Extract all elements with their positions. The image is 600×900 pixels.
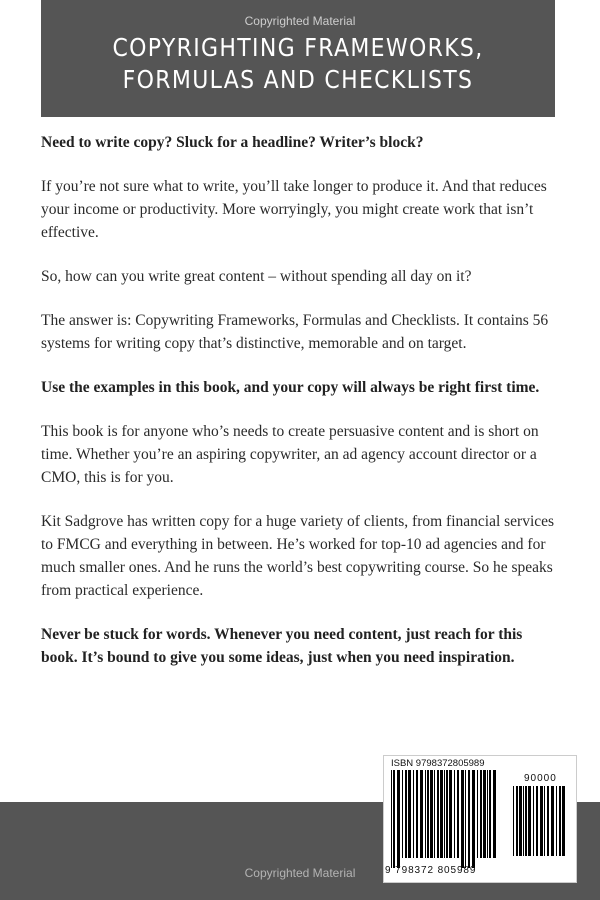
- barcode-bar: [416, 770, 418, 858]
- barcode-bar: [425, 770, 426, 858]
- barcode-bar: [477, 770, 478, 858]
- barcode-bar: [449, 770, 452, 858]
- barcode-bar: [551, 786, 554, 856]
- barcode-bar: [493, 770, 496, 858]
- barcode-bar: [393, 770, 395, 868]
- barcode-bar: [468, 770, 470, 868]
- barcode-panel: [383, 755, 577, 883]
- paragraph-5: Use the examples in this book, and your copy will always be right first time.: [41, 379, 540, 396]
- blurb-body: [41, 131, 559, 690]
- paragraph-7: Kit Sadgrove has written copy for a huge variety of clients, from financial services to FMCG and everything in between. He’s worked for top-10 ad agencies and for much smaller ones. And he runs the world’s best copywriting course. So he speaks from practical experience.: [41, 513, 555, 599]
- barcode-bar: [408, 770, 411, 858]
- price-barcode-icon: [512, 786, 568, 866]
- barcode-bar: [446, 770, 448, 858]
- watermark-bottom: Copyrighted Material: [244, 866, 356, 880]
- barcode-bar: [454, 770, 455, 858]
- price-code: 90000: [524, 773, 557, 784]
- barcode-bar: [430, 770, 433, 858]
- paragraph-1: Need to write copy? Sluck for a headline? Writer’s block?: [41, 134, 424, 151]
- barcode-bar: [489, 770, 491, 858]
- watermark-top: Copyrighted Material: [244, 14, 356, 28]
- barcode-bar: [444, 770, 445, 858]
- barcode-bar: [397, 770, 400, 868]
- barcode-bar: [472, 770, 475, 868]
- book-title: [72, 32, 524, 96]
- barcode-bar: [483, 770, 486, 858]
- barcode-bar: [413, 770, 414, 858]
- barcode-bar: [544, 786, 545, 856]
- barcode-bar: [405, 770, 407, 858]
- barcode-bar: [391, 770, 392, 868]
- barcode-bar: [540, 786, 543, 856]
- barcode-bar: [547, 786, 549, 856]
- barcode-bar: [420, 770, 423, 858]
- paragraph-2: If you’re not sure what to write, you’ll take longer to produce it. And that reduces your income or productivity. More worryingly, you might create work that isn’t effective.: [41, 178, 547, 241]
- barcode-bar: [533, 786, 534, 856]
- barcode-bar: [461, 770, 464, 868]
- barcode-bar: [437, 770, 439, 858]
- barcode-bar: [525, 786, 527, 856]
- isbn-digits: 9 798372 805989: [385, 865, 477, 876]
- barcode-bar: [528, 786, 531, 856]
- ean-barcode-icon: [390, 770, 498, 868]
- barcode-bar: [516, 786, 518, 856]
- barcode-bar: [562, 786, 565, 856]
- barcode-bar: [536, 786, 538, 856]
- barcode-bar: [559, 786, 561, 856]
- book-title-line-2: FORMULAS AND CHECKLISTS: [122, 65, 474, 94]
- barcode-bar: [434, 770, 435, 858]
- barcode-bar: [465, 770, 466, 868]
- barcode-bar: [556, 786, 557, 856]
- barcode-bar: [480, 770, 482, 858]
- barcode-bar: [487, 770, 488, 858]
- paragraph-4: The answer is: Copywriting Frameworks, Formulas and Checklists. It contains 56 systems for writing copy that’s distinctive, memorable and on target.: [41, 312, 549, 352]
- paragraph-8: Never be stuck for words. Whenever you need content, just reach for this book. It’s bound to give you some ideas, just when you need inspiration.: [41, 626, 523, 666]
- barcode-bar: [519, 786, 522, 856]
- barcode-bar: [513, 786, 514, 856]
- barcode-bar: [457, 770, 459, 858]
- book-title-line-1: COPYRIGHTING FRAMEWORKS,: [112, 33, 484, 62]
- paragraph-6: This book is for anyone who’s needs to create persuasive content and is short on time. Whether you’re an aspiring copywriter, an ad agency account director or a CMO, this is for you.: [41, 423, 539, 486]
- paragraph-3: So, how can you write great content – without spending all day on it?: [41, 268, 472, 285]
- barcode-bar: [523, 786, 524, 856]
- isbn-label: ISBN 9798372805989: [391, 758, 485, 769]
- barcode-bar: [440, 770, 443, 858]
- barcode-bar: [402, 770, 403, 858]
- barcode-bar: [427, 770, 429, 858]
